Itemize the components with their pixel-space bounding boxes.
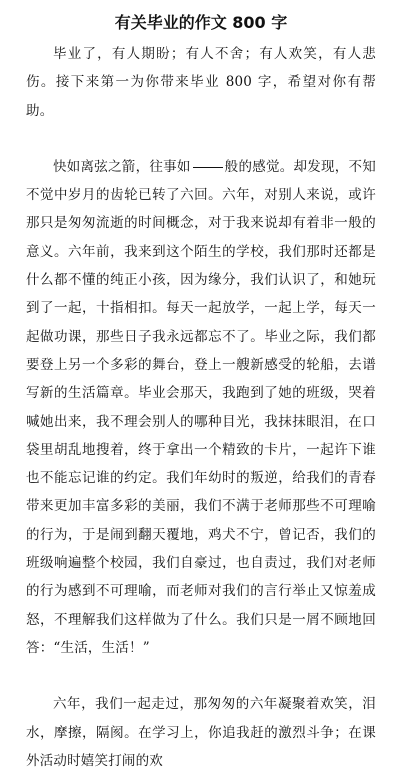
paragraph-1-rest: 般的感觉。却发现，不知不觉中岁月的齿轮已转了六回。六年，对别人来说，或许那只是匆匆流逝的时间概念，对于我来说却有着非一般的意义。六年前，我来到这个陌生的学校，我们那时还都是什么都不懂的纯正小孩，因为缘分，我们认识了，和她玩到了一起，十指相扣。每天一起放学，一起上学，每天一起做功课，那些日子我永远都忘不了。毕业之际，我们都要登上另一个多彩的舞台，登上一艘新感受的轮船，去谱写新的生活篇章。毕业会那天，我跑到了她的班级，哭着喊她出来，我不理会别人的哪种目光，我抹抹眼泪，在口袋里胡乱地搜着，终于拿出一个精致的卡片，一起许下谁也不能忘记谁的约定。我们年幼时的叛逆，给我们的青春带来更加丰富多彩的美丽，我们不满于老师那些不可理喻的行为，于是闹到翻天覆地，鸡犬不宁，曾记否，我们的班级响遍整个校园，我们自豪过，也自责过，我们对老师的行为感到不可理喻，而老师对我们的言行举止又惊羞成怒，不理解我们这样做为了什么。我们只是一屑不顾地回答：“生活，生活！” [26,158,377,656]
intro-paragraph: 毕业了，有人期盼；有人不舍；有人欢笑，有人悲伤。接下来第一为你带来毕业 800 字，希望对你有帮助。 [26,46,376,119]
document-title: 有关毕业的作文 800 字 [114,13,288,32]
paragraph-1-start: 快如离弦之箭，往事如 [53,158,191,175]
body-paragraph-2: 六年，我们一起走过，那匆匆的六年凝聚着欢笑，泪水，摩擦，隔阂。在学习上，你追我赶的激烈斗争；在课外活动时嬉笑打闹的欢 [26,696,376,769]
fill-in-blank [193,167,223,168]
body-paragraph-1 [26,153,376,662]
